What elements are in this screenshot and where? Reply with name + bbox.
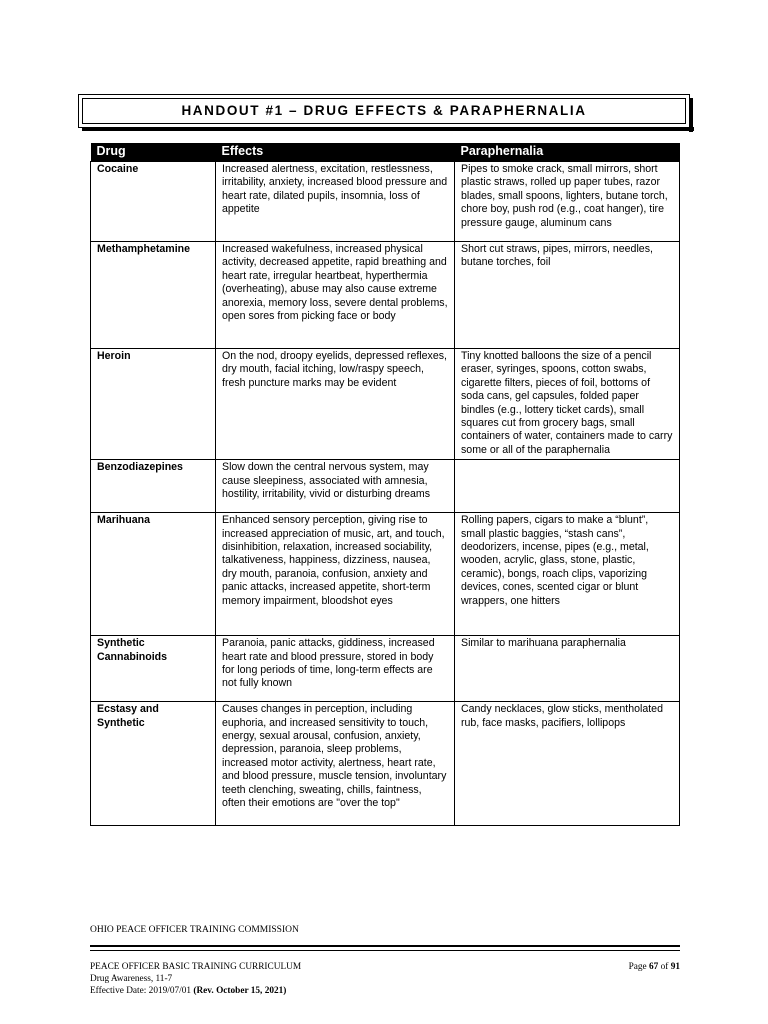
footer-organization: OHIO PEACE OFFICER TRAINING COMMISSION bbox=[90, 925, 299, 935]
page-of: of bbox=[658, 962, 671, 972]
footer-revision: (Rev. October 15, 2021) bbox=[193, 986, 287, 996]
drug-name-cell: Marihuana bbox=[91, 513, 216, 636]
effects-cell: Enhanced sensory perception, giving rise to increased appreciation of music, art, and touch, disinhibition, relaxation, increased sociability, talkativeness, happiness, dizziness, nausea, dry mouth, paranoia, confusion, anxiety and panic attacks, increased appetite, short-term memory impairment, bloodshot eyes bbox=[216, 513, 455, 636]
handout-title: HANDOUT #1 – DRUG EFFECTS & PARAPHERNALIA bbox=[181, 103, 587, 118]
column-header-effects: Effects bbox=[216, 143, 455, 162]
footer-curriculum-info bbox=[90, 961, 301, 997]
drug-name-cell: Heroin bbox=[91, 349, 216, 460]
paraphernalia-cell: Short cut straws, pipes, mirrors, needles, butane torches, foil bbox=[455, 242, 680, 349]
footer-divider-thin bbox=[90, 950, 680, 951]
table-header-row bbox=[91, 143, 680, 162]
page-label: Page bbox=[628, 962, 649, 972]
column-header-paraphernalia: Paraphernalia bbox=[455, 143, 680, 162]
table-row bbox=[91, 162, 680, 242]
column-header-drug: Drug bbox=[91, 143, 216, 162]
effects-cell: Increased alertness, excitation, restlessness, irritability, anxiety, increased blood pressure and heart rate, dilated pupils, insomnia, loss of appetite bbox=[216, 162, 455, 242]
table-row bbox=[91, 460, 680, 513]
footer-curriculum: PEACE OFFICER BASIC TRAINING CURRICULUM bbox=[90, 962, 302, 972]
drug-name-cell: Synthetic Cannabinoids bbox=[91, 636, 216, 702]
paraphernalia-cell: Candy necklaces, glow sticks, mentholated rub, face masks, pacifiers, lollipops bbox=[455, 702, 680, 826]
table-row bbox=[91, 242, 680, 349]
effects-cell: On the nod, droopy eyelids, depressed reflexes, dry mouth, facial itching, low/raspy speech, fresh puncture marks may be evident bbox=[216, 349, 455, 460]
footer-module: Drug Awareness, 11-7 bbox=[90, 974, 173, 984]
drug-name-cell: Cocaine bbox=[91, 162, 216, 242]
table-row bbox=[91, 513, 680, 636]
page-total: 91 bbox=[670, 962, 680, 972]
paraphernalia-cell: Similar to marihuana paraphernalia bbox=[455, 636, 680, 702]
table-row bbox=[91, 636, 680, 702]
drug-name-cell: Benzodiazepines bbox=[91, 460, 216, 513]
paraphernalia-cell: Tiny knotted balloons the size of a pencil eraser, syringes, spoons, cotton swabs, cigarette filters, pieces of foil, bottoms of soda cans, gel capsules, folded paper bindles (e.g., lottery ticket cards), small squares cut from grocery bags, small containers of water, containers made to carry some or all of the paraphernalia bbox=[455, 349, 680, 460]
handout-title-box bbox=[78, 94, 690, 128]
paraphernalia-cell: Rolling papers, cigars to make a “blunt”, small plastic baggies, “stash cans”, deodorizers, incense, pipes (e.g., metal, wooden, acrylic, glass, stone, plastic, ceramic), bongs, roach clips, vaporizing devices, cones, scented cigar or blunt wrappers, one hitters bbox=[455, 513, 680, 636]
drug-name-cell: Methamphetamine bbox=[91, 242, 216, 349]
page-current: 67 bbox=[649, 962, 659, 972]
table-row bbox=[91, 702, 680, 826]
footer-page-number bbox=[629, 961, 680, 973]
effects-cell: Causes changes in perception, including euphoria, and increased sensitivity to touch, energy, sexual arousal, confusion, anxiety, depression, paranoia, sleep problems, increased motor activity, alertness, heart rate, and blood pressure, muscle tension, involuntary teeth clenching, sweating, chills, faintness, often their emotions are "over the top" bbox=[216, 702, 455, 826]
drug-name-cell: Ecstasy and Synthetic bbox=[91, 702, 216, 826]
effects-cell: Slow down the central nervous system, may cause sleepiness, associated with amnesia, hostility, irritability, vivid or disturbing dreams bbox=[216, 460, 455, 513]
paraphernalia-cell bbox=[455, 460, 680, 513]
footer-effective-label: Effective Date: 2019/07/01 bbox=[90, 986, 194, 996]
footer-divider-thick bbox=[90, 945, 680, 947]
effects-cell: Increased wakefulness, increased physical activity, decreased appetite, rapid breathing and heart rate, irregular heartbeat, hyperthermia (overheating), abuse may also cause extreme anorexia, memory loss, severe dental problems, open sores from picking face or body bbox=[216, 242, 455, 349]
drug-effects-table bbox=[90, 143, 680, 826]
footer-effective-date bbox=[90, 985, 301, 997]
effects-cell: Paranoia, panic attacks, giddiness, increased heart rate and blood pressure, stored in body for long periods of time, long-term effects are not fully known bbox=[216, 636, 455, 702]
paraphernalia-cell: Pipes to smoke crack, small mirrors, short plastic straws, rolled up paper tubes, razor blades, small spoons, lighters, butane torch, chore boy, push rod (e.g., coat hanger), tire pressure gauge, aluminum cans bbox=[455, 162, 680, 242]
table-row bbox=[91, 349, 680, 460]
